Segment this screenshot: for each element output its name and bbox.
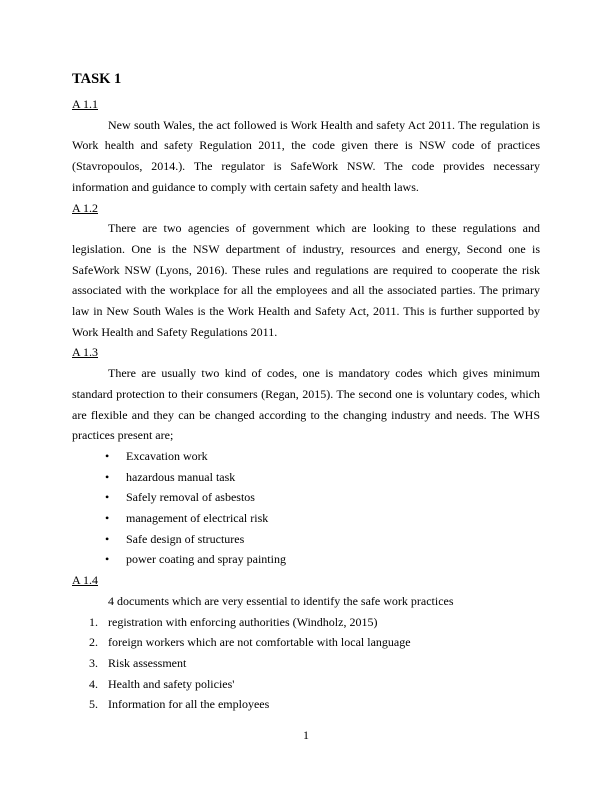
bullet-icon: • (105, 531, 110, 546)
list-item (72, 674, 540, 695)
section-paragraph: New south Wales, the act followed is Work Health and safety Act 2011. The regulation is Work health and safety Regulation 2011, the code given there is NSW code of practices (Stavropoulos, 2014.). The regulator is SafeWork NSW. The code provides necessary information and guidance to comply with certain safety and health laws. (72, 117, 540, 194)
list-item (72, 487, 540, 508)
list-number: 1. (89, 614, 98, 629)
list-item-text: Information for all the employees (108, 697, 270, 712)
list-item-text: Risk assessment (108, 655, 187, 670)
list-item-text: Safely removal of asbestos (126, 490, 255, 505)
list-item (72, 694, 540, 715)
bullet-icon: • (105, 552, 110, 567)
list-item-text: hazardous manual task (126, 469, 236, 484)
list-number: 5. (89, 697, 98, 712)
list-item (72, 467, 540, 488)
list-item-text: Health and safety policies' (108, 676, 235, 691)
section-paragraph: There are usually two kind of codes, one is mandatory codes which gives minimum standard protection to their consumers (Regan, 2015). The second one is voluntary codes, which are flexible and they can be changed according to the changing industry and needs. The WHS practices present are; (72, 366, 540, 443)
section-a-1-4 (72, 570, 540, 715)
list-item (72, 612, 540, 633)
document-body (72, 70, 540, 715)
bullet-icon: • (105, 511, 110, 526)
bullet-icon: • (105, 448, 110, 463)
list-item (72, 653, 540, 674)
list-item-text: foreign workers which are not comfortable with local language (108, 635, 411, 650)
documents-list (72, 612, 540, 716)
list-number: 4. (89, 676, 98, 691)
section-a-1-1 (72, 94, 540, 198)
list-item-text: management of electrical risk (126, 511, 269, 526)
bullet-icon: • (105, 490, 110, 505)
section-a-1-3 (72, 342, 540, 570)
list-item (72, 529, 540, 550)
list-item (72, 446, 540, 467)
list-item (72, 508, 540, 529)
bullet-icon: • (105, 469, 110, 484)
task-title: TASK 1 (72, 71, 122, 87)
page-number: 1 (303, 728, 309, 742)
section-paragraph: 4 documents which are very essential to identify the safe work practices (108, 593, 454, 608)
section-paragraph: There are two agencies of government which are looking to these regulations and legislation. One is the NSW department of industry, resources and energy, Second one is SafeWork NSW (Lyons, 2016). These rules and regulations are required to cooperate the risk associated with the workplace for all the employees and all the associated parties. The primary law in New South Wales is the Work Health and Safety Act, 2011. This is further supported by Work Health and Safety Regulations 2011. (72, 221, 540, 339)
whs-practices-list (72, 446, 540, 570)
list-number: 3. (89, 655, 98, 670)
list-item (72, 632, 540, 653)
section-heading: A 1.1 (72, 97, 99, 111)
section-heading: A 1.4 (72, 573, 99, 588)
section-a-1-2 (72, 198, 540, 343)
list-number: 2. (89, 635, 98, 650)
list-item (72, 549, 540, 570)
list-item-text: power coating and spray painting (126, 552, 286, 567)
list-item-text: Excavation work (126, 448, 208, 463)
list-item-text: Safe design of structures (126, 531, 245, 546)
section-heading: A 1.3 (72, 345, 99, 360)
list-item-text: registration with enforcing authorities (Windholz, 2015) (108, 614, 378, 629)
section-heading: A 1.2 (72, 200, 99, 215)
